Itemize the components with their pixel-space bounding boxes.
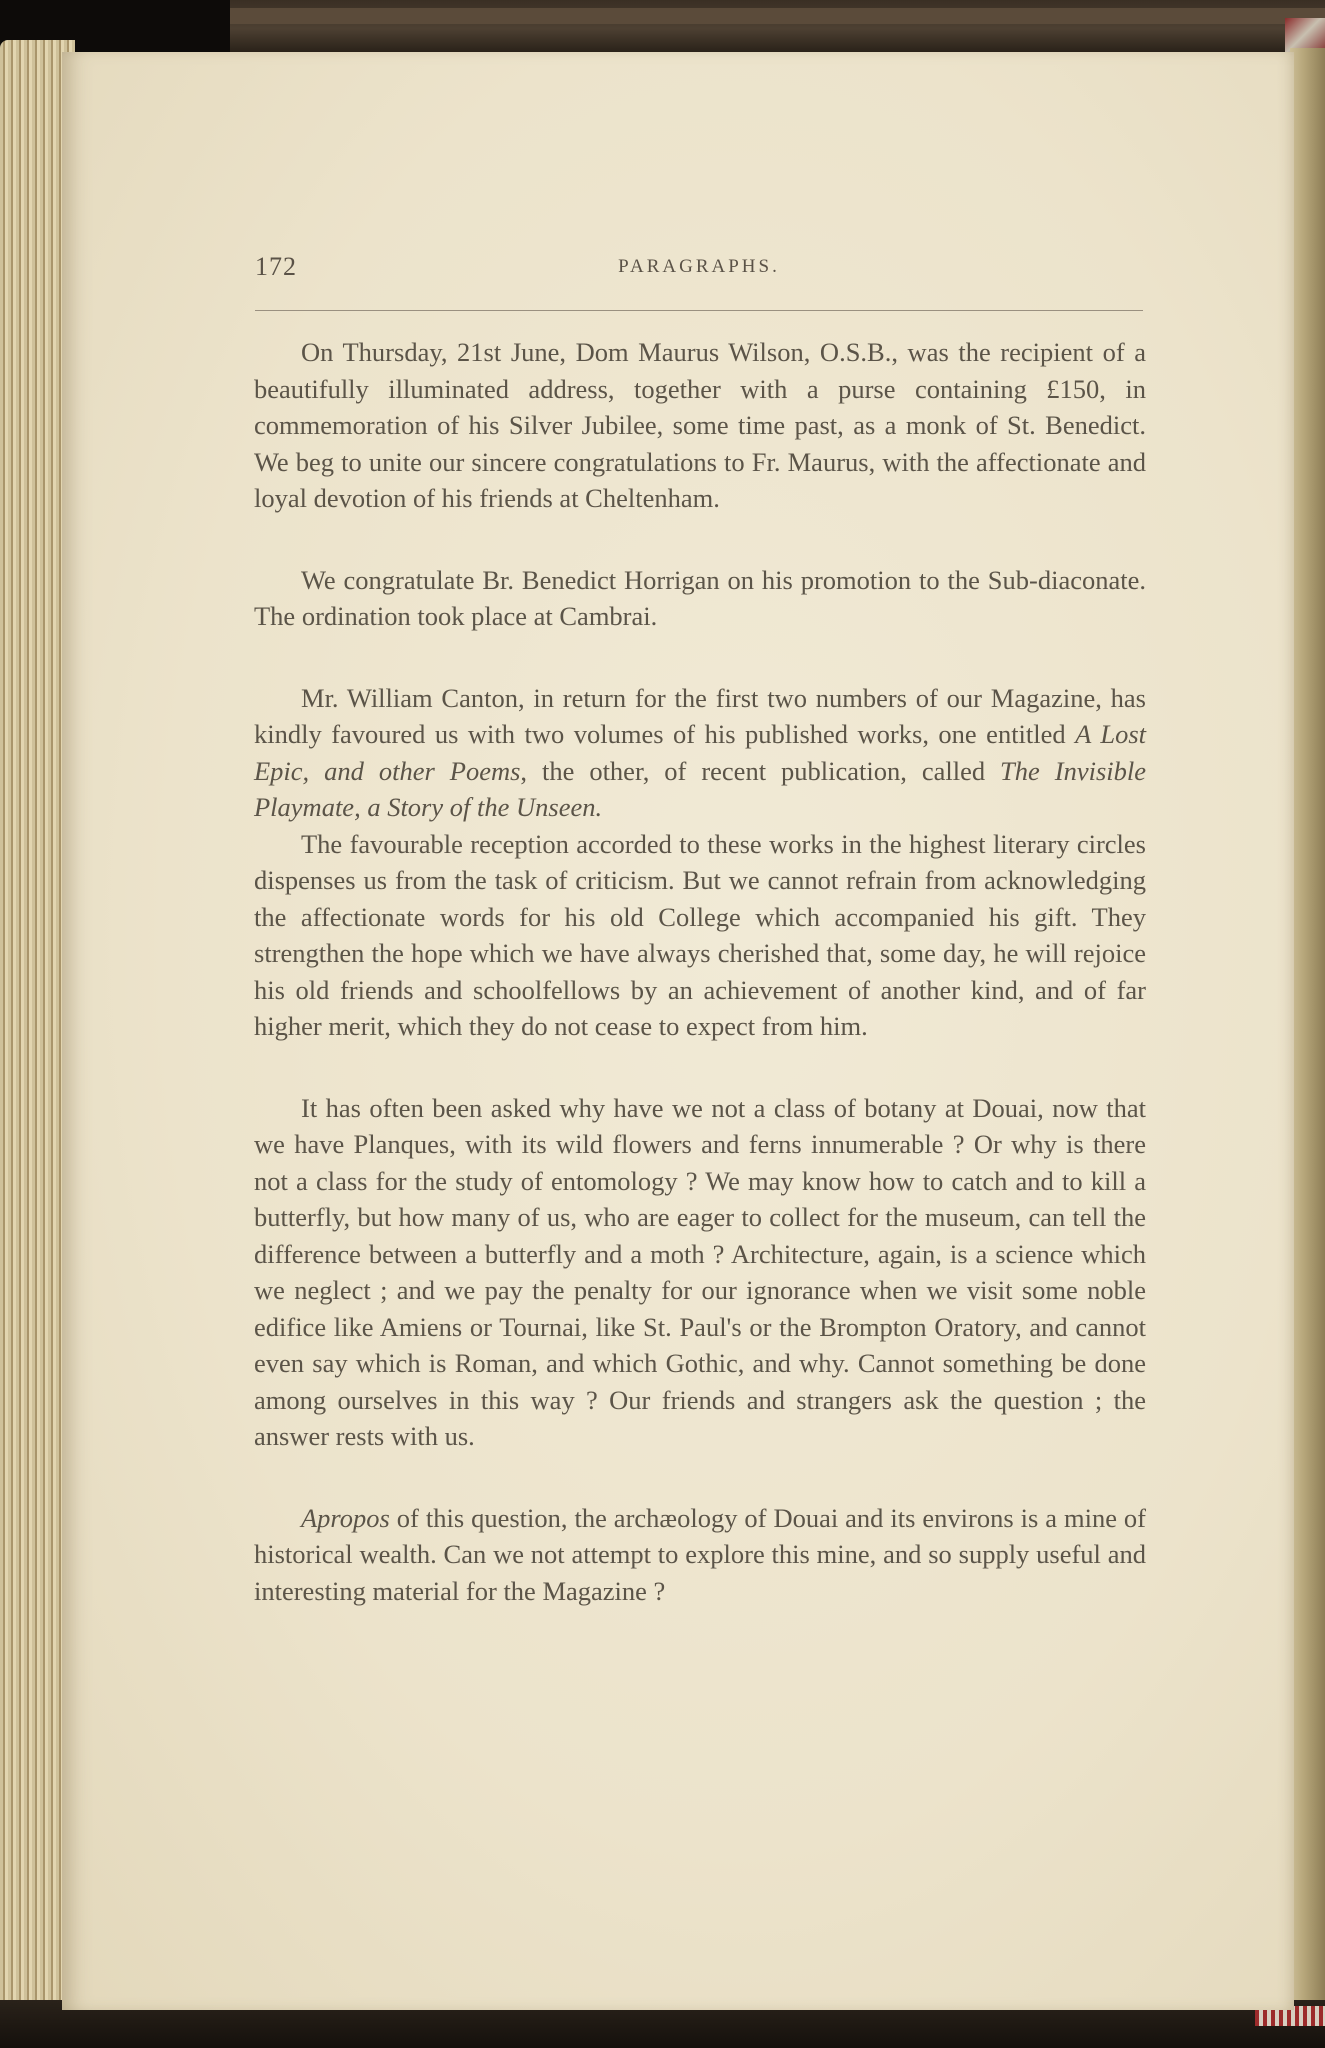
paragraph-ordination: We congratulate Br. Benedict Horrigan on his promotion to the Sub-diaconate. The ordination took place at Cambrai. [254, 564, 1146, 631]
canton-text-1: Mr. William Canton, in return for the first two numbers of our Magazine, has kindly favoured us with two volumes of his published works, one entitled [254, 682, 1146, 749]
canton-text-2: , the other, of recent publication, called [520, 755, 1001, 786]
paragraph-botany: It has often been asked why have we not a class of botany at Douai, now that we have Planques, with its wild flowers and ferns innumerable ? Or why is there not a class for the study of entomology ? We may know how to catch and to kill a butterfly, but how many of us, who are eager to collect for the museum, can tell the difference between a butterfly and a moth ? Architecture, again, is a science which we neglect ; and we pay the penalty for our ignorance when we visit some noble edifice like Amiens or Tournai, like St. Paul's or the Brompton Oratory, and cannot even say which is Roman, and which Gothic, and why. Cannot something be done among ourselves in this way ? Our friends and strangers ask the question ; the answer rests with us. [254, 1092, 1146, 1451]
page-edges-right [1290, 48, 1325, 2013]
paragraph-canton-gift [254, 680, 1146, 826]
paragraph-canton-reception: The favourable reception accorded to these works in the highest literary circles dispenses us from the task of criticism. But we cannot refrain from acknowledging the affectionate words for his old College which accompanied his gift. They strengthen the hope which we have always cherished that, some day, he will rejoice his old friends and schoolfellows by an achievement of another kind, and of far higher merit, which they do not cease to expect from him. [254, 828, 1146, 1041]
section-title: PARAGRAPHS. [618, 256, 780, 277]
paragraph-archaeology [254, 1500, 1146, 1610]
running-head [255, 252, 1143, 292]
apropos-word: Apropos [301, 1502, 390, 1533]
paragraph-jubilee: On Thursday, 21st June, Dom Maurus Wilson, O.S.B., was the recipient of a beautifully illuminated address, together with a purse containing £150, in commemoration of his Silver Jubilee, some time past, as a monk of St. Benedict. We beg to unite our sincere congratulations to Fr. Maurus, with the affectionate and loyal devotion of his friends at Cheltenham. [254, 337, 1146, 513]
page-number: 172 [255, 252, 297, 281]
book-title-invisible-playmate: The Invisible Playmate, a Story of the Unseen. [254, 755, 1147, 822]
book-cover-top [230, 0, 1325, 52]
book-title-lost-epic: A Lost Epic, and other Poems [254, 719, 1146, 786]
page-body [254, 334, 1146, 1609]
header-rule [255, 310, 1143, 311]
archaeology-text: of this question, the archæology of Douai and its environs is a mine of historical wealth. Can we not attempt to explore this mine, and so supply useful and interesting material for the Magazine ? [254, 1502, 1146, 1606]
